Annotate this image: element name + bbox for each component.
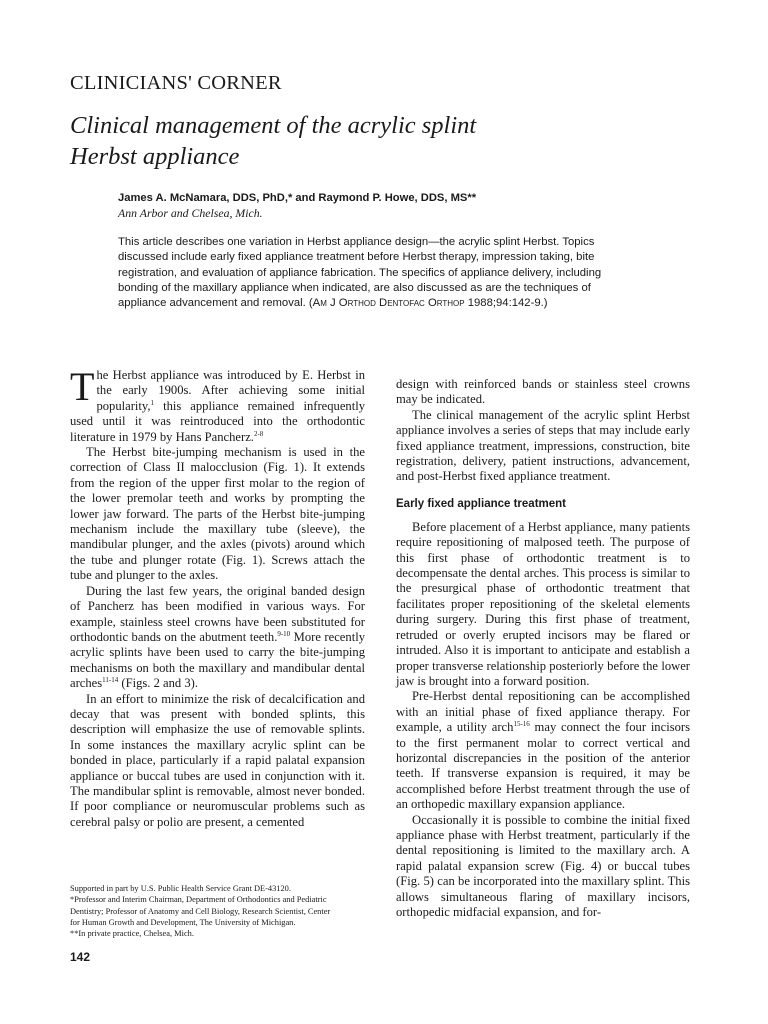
text-run: During the last few years, the original banded design of Pancherz has been modified in various ways. For example, stainless steel crowns have been substituted for orthodontic bands on the abutment teeth. (70, 583, 365, 644)
page-number: 142 (70, 950, 91, 964)
paragraph: design with reinforced bands or stainless steel crowns may be indicated. (396, 377, 690, 407)
paragraph: The Herbst bite-jumping mechanism is used in the correction of Class II malocclusion (Fig. 1). It extends from the region of the upper first molar to the region of the lower premolar teeth and works by prompting the lower jaw forward. The parts of the Herbst bite-jumping mechanism include the maxillary tube (sleeve), the mandibular plunger, and the axles (pivots) around which the tube and plunger rotate (Fig. 1). Screws attach the tube and plunger to the axles. (70, 445, 365, 583)
text-run: this appliance remained infrequently used until it was reintroduced into the orthodontic literature in 1979 by Hans Pancherz. (70, 398, 365, 444)
footnote-line: **In private practice, Chelsea, Mich. (70, 929, 194, 939)
paragraph (70, 364, 365, 445)
reference-superscript: 2-8 (253, 429, 264, 438)
journal-citation: (Am J Orthod Dentofac Orthop 1988;94:142-9.) (308, 297, 548, 310)
abstract-line: This article describes one variation in Herbst appliance design—the acrylic splint Herbst. Topics (118, 236, 595, 248)
paragraph: Before placement of a Herbst appliance, many patients require repositioning of malposed teeth. The purpose of this first phase of orthodontic treatment is to decompensate the dental arches. This process is similar to the presurgical phase of orthodontic treatment that facilitates proper repositioning of the skeletal elements during surgery. During this first phase of treatment, retruded or overly erupted incisors may be flared or intruded. Also it is important to anticipate and establish a proper transverse relationship posteriorly before the lower jaw is brought into a forward position. (396, 519, 690, 688)
text-run: he Herbst appliance was introduced by E. Herbst in the early 1900s. After achieving some initial popularity, (96, 368, 365, 413)
text-run: More recently acrylic splints have been used to carry the bite-jumping mechanisms on both the maxillary and mandibular dental arches (70, 629, 365, 691)
title-line-2: Herbst appliance (70, 143, 240, 170)
paragraph: Occasionally it is possible to combine the initial fixed appliance phase with Herbst treatment, particularly if the dental repositioning is limited to the maxillary arch. A rapid palatal expansion screw (Fig. 4) or buccal tubes (Fig. 5) can be incorporated into the maxillary splint. This allows simultaneous flaring of maxillary incisors, orthopedic midfacial expansion, and for- (396, 812, 690, 919)
affiliation: Ann Arbor and Chelsea, Mich. (118, 206, 263, 220)
footnotes (70, 883, 370, 939)
paragraph: The clinical management of the acrylic splint Herbst appliance involves a series of steps that may include early fixed appliance treatment, impressions, construction, bite registration, delivery, patient instructions, advancement, and post-Herbst fixed appliance treatment. (396, 407, 690, 484)
paragraph: In an effort to minimize the risk of decalcification and decay that was present with bonded splints, this description will emphasize the use of removable splints. In some instances the maxillary acrylic splint can be bonded in place, particularly if a rapid palatal expansion appliance or buccal tubes are used in conjunction with it. The mandibular splint is removable, almost never bonded. If poor compliance or neuromuscular problems such as cerebral palsy or polio are present, a cemented (70, 691, 365, 829)
paragraph (70, 584, 365, 692)
abstract-line-5: appliance advancement and removal. (118, 297, 306, 310)
paragraph (396, 689, 690, 812)
abstract-line: bonding of the maxillary appliance when indicated, are also discussed as are the techniques of (118, 281, 591, 294)
text-run: (Figs. 2 and 3). (118, 676, 199, 691)
article-title (70, 110, 710, 172)
title-line-1: Clinical management of the acrylic splint (70, 112, 477, 139)
subsection-heading: Early fixed appliance treatment (396, 497, 567, 510)
reference-superscript: 15-16 (513, 720, 530, 729)
reference-superscript: 1 (150, 398, 155, 407)
left-column (70, 364, 365, 830)
abstract-line: discussed include early fixed appliance treatment before Herbst therapy, impression taking, bite (118, 251, 595, 264)
footnote-line: for Human Growth and Development, The University of Michigan. (70, 917, 296, 927)
authors: James A. McNamara, DDS, PhD,* and Raymond P. Howe, DDS, MS** (118, 192, 477, 204)
footnote-line: Supported in part by U.S. Public Health Service Grant DE-43120. (70, 884, 291, 893)
text-run: may connect the four incisors to the first permanent molar to correct vertical and horizontal discrepancies in the position of the anterior teeth. If transverse expansion is required, it may be accomplished before Herbst treatment through the use of an orthopedic maxillary expansion appliance. (396, 720, 690, 812)
abstract-line: registration, and evaluation of appliance fabrication. The specifics of appliance delivery, including (118, 266, 602, 279)
right-column (396, 377, 690, 920)
reference-superscript: 9-10 (277, 629, 291, 638)
abstract-line (118, 296, 658, 311)
reference-superscript: 11-14 (102, 676, 119, 685)
text-run: Pre-Herbst dental repositioning can be accomplished with an initial phase of fixed appliance therapy. For example, a utility arch (396, 689, 690, 735)
drop-cap: T (70, 364, 95, 409)
footnote-line: Dentistry; Professor of Anatomy and Cell Biology, Research Scientist, Center (70, 906, 331, 916)
footnote-line: *Professor and Interim Chairman, Department of Orthodontics and Pediatric (70, 895, 327, 905)
section-heading: CLINICIANS' CORNER (70, 72, 282, 94)
abstract (118, 235, 658, 311)
